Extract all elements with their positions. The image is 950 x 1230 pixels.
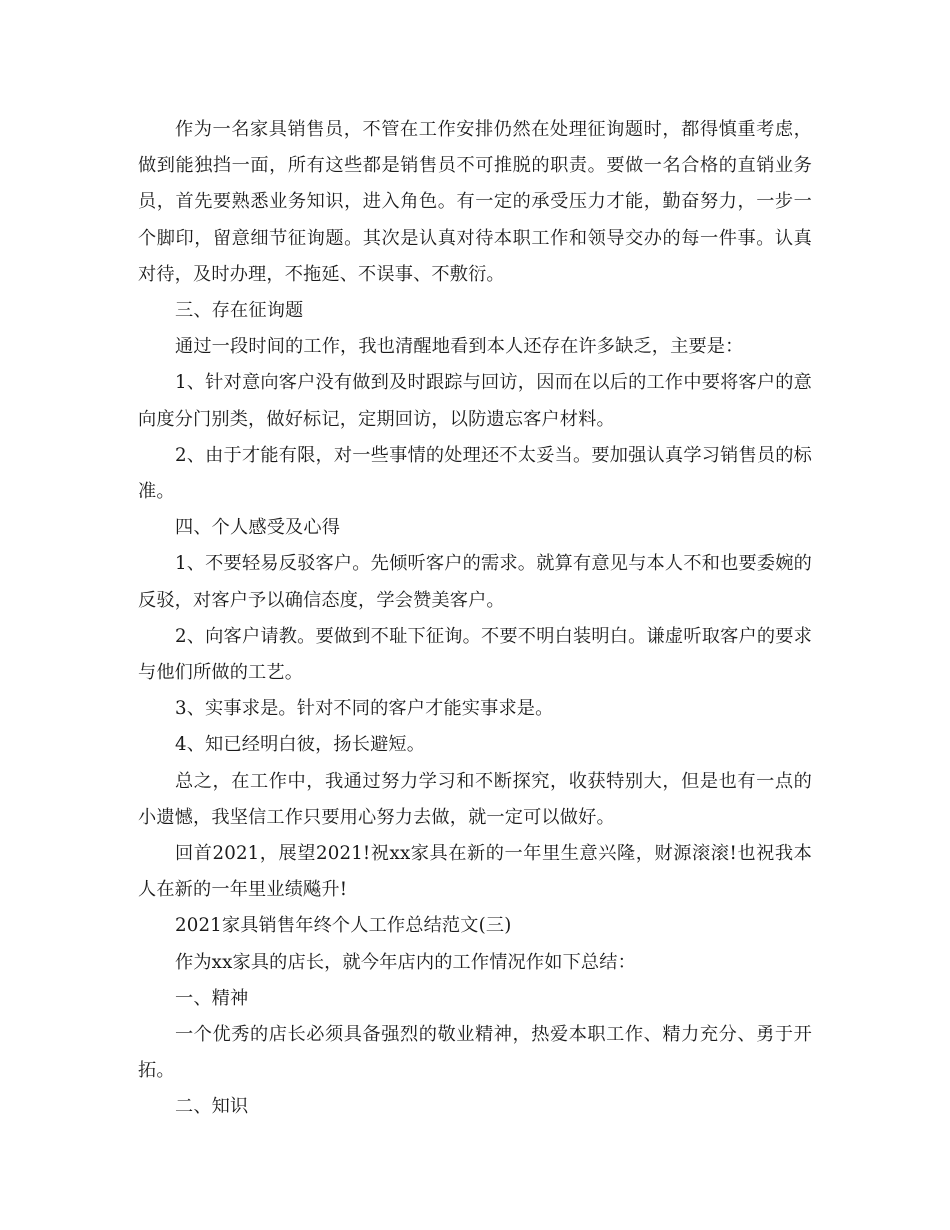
paragraph-duties: 作为一名家具销售员，不管在工作安排仍然在处理征询题时，都得慎重考虑，做到能独挡一面，所有这些都是销售员不可推脱的职责。要做一名合格的直销业务员，首先要熟悉业务知识，进入角色。有一定的承受压力才能，勤奋努力，一步一个脚印，留意细节征询题。其次是认真对待本职工作和领导交办的每一件事。认真对待，及时办理，不拖延、不误事、不敷衍。 <box>138 119 812 285</box>
list-item-feeling-3: 3、实事求是。针对不同的客户才能实事求是。 <box>175 698 554 720</box>
document-page <box>138 112 812 1126</box>
heading-personal-feelings: 四、个人感受及心得 <box>175 517 341 539</box>
heading-spirit: 一、精神 <box>175 987 249 1009</box>
list-item-feeling-4: 4、知已经明白彼，扬长避短。 <box>175 734 426 756</box>
list-item-problem-2: 2、由于才能有限，对一些事情的处理还不太妥当。要加强认真学习销售员的标准。 <box>138 444 812 503</box>
paragraph-conclusion: 总之，在工作中，我通过努力学习和不断探究，收获特别大，但是也有一点的小遗憾，我坚信工作只要用心努力去做，就一定可以做好。 <box>138 770 812 828</box>
section-title-sample-three: 2021家具销售年终个人工作总结范文(三) <box>175 915 512 937</box>
paragraph-problems-intro: 通过一段时间的工作，我也清醒地看到本人还存在许多缺乏，主要是： <box>175 336 744 358</box>
list-item-feeling-2: 2、向客户请教。要做到不耻下征询。不要不明白装明白。谦虚听取客户的要求与他们所做的工艺。 <box>138 625 812 684</box>
paragraph-store-manager-intro: 作为xx家具的店长，就今年店内的工作情况作如下总结： <box>175 951 636 973</box>
list-item-feeling-1: 1、不要轻易反驳客户。先倾听客户的需求。就算有意见与本人不和也要委婉的反驳，对客户予以确信态度，学会赞美客户。 <box>138 553 812 611</box>
paragraph-new-year-wishes: 回首2021，展望2021!祝xx家具在新的一年里生意兴隆，财源滚滚!也祝我本人在新的一年里业绩飚升! <box>138 843 812 901</box>
heading-knowledge: 二、知识 <box>175 1096 249 1118</box>
list-item-problem-1: 1、针对意向客户没有做到及时跟踪与回访，因而在以后的工作中要将客户的意向度分门别类，做好标记，定期回访，以防遗忘客户材料。 <box>138 372 812 430</box>
heading-existing-problems: 三、存在征询题 <box>175 300 304 322</box>
paragraph-spirit: 一个优秀的店长必须具备强烈的敬业精神，热爱本职工作、精力充分、勇于开拓。 <box>138 1024 812 1082</box>
